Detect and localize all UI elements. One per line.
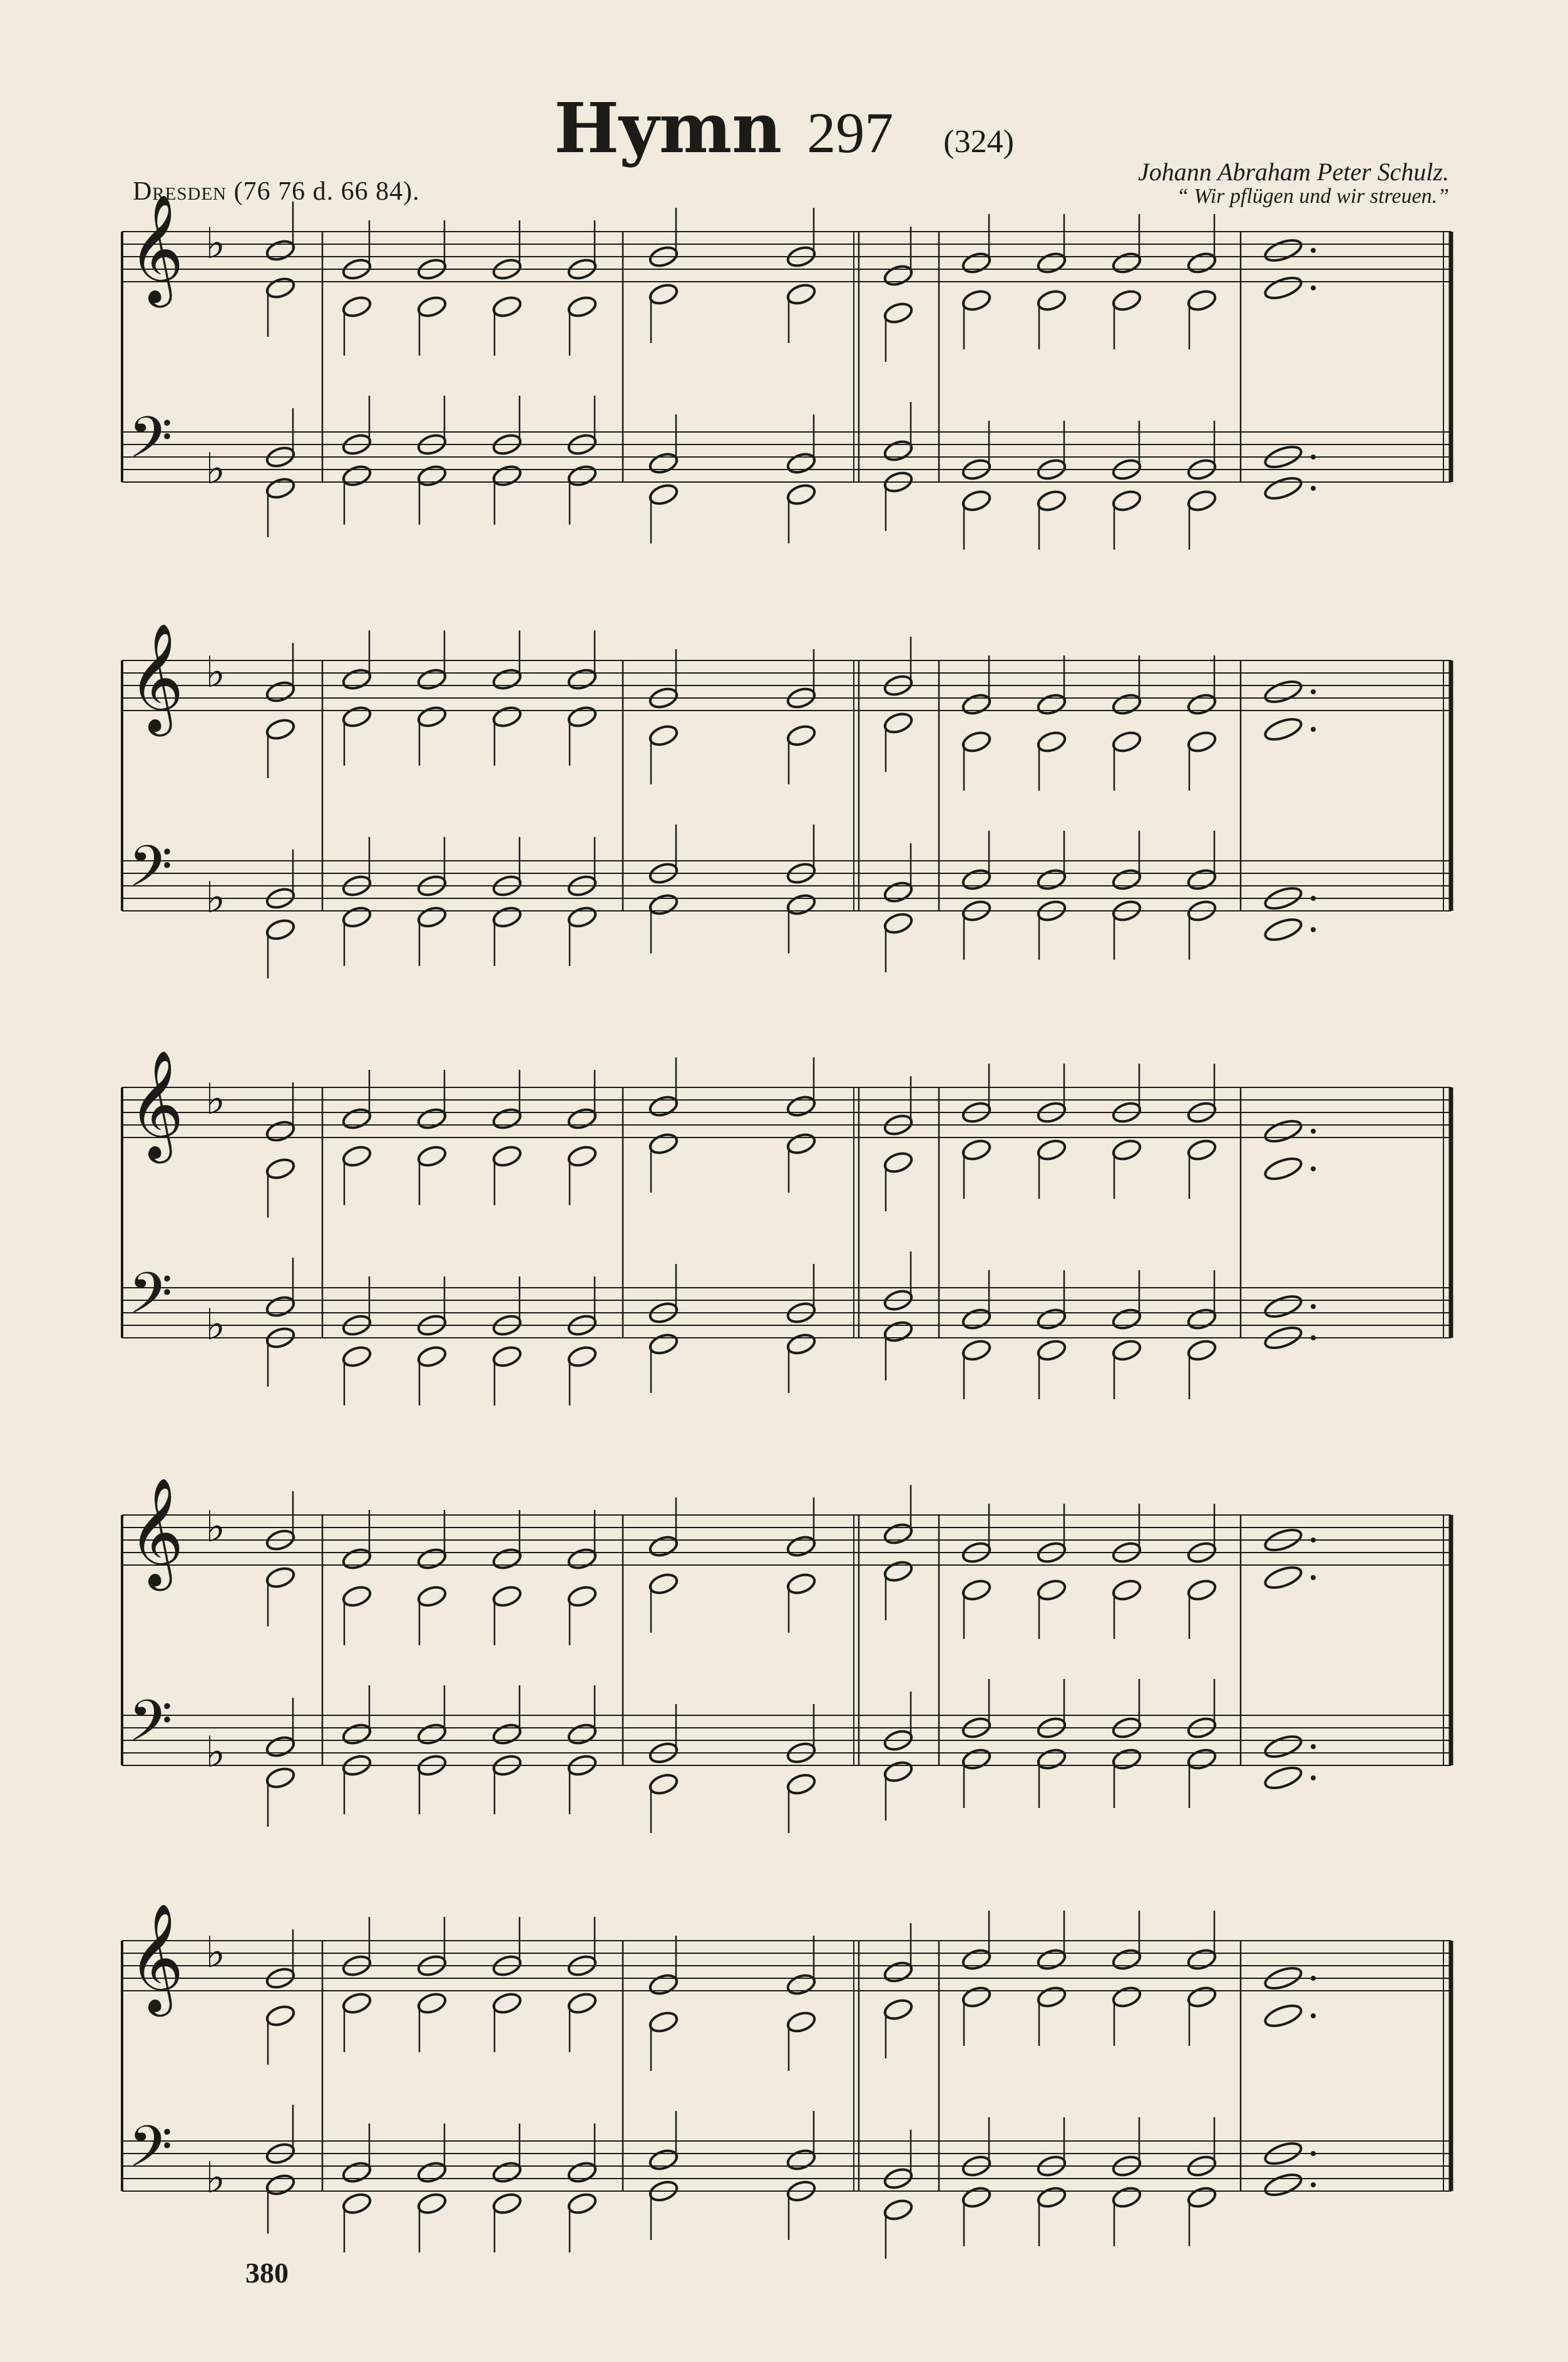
note-head <box>1036 250 1067 275</box>
note-head <box>341 1106 372 1131</box>
treble-clef-icon: 𝄞 <box>128 1050 184 1159</box>
note-head <box>1186 1985 1217 2009</box>
note-head <box>416 905 448 929</box>
note-head <box>1263 1764 1303 1792</box>
note-head <box>1186 488 1217 513</box>
augmentation-dot <box>1311 285 1316 290</box>
note-head <box>416 1546 448 1571</box>
note-head <box>961 867 992 891</box>
note-head <box>883 1150 914 1174</box>
note-head <box>648 1332 679 1356</box>
note-head <box>1036 288 1067 312</box>
note-head <box>648 1772 679 1796</box>
note-head <box>961 1947 992 1971</box>
note-head <box>786 1332 817 1356</box>
note-head <box>883 1319 914 1343</box>
note-head <box>491 1991 523 2015</box>
augmentation-dot <box>1311 1538 1316 1543</box>
note-head <box>648 1131 679 1156</box>
note-head <box>1036 488 1067 513</box>
note-head <box>883 263 914 287</box>
note-head <box>1186 1307 1217 1331</box>
note-head <box>648 1571 679 1596</box>
augmentation-dot <box>1311 1976 1316 1981</box>
augmentation-dot <box>1311 2182 1316 2187</box>
bass-clef-icon: 𝄢 <box>128 833 173 913</box>
note-head <box>1186 867 1217 891</box>
note-head <box>566 1546 598 1571</box>
hymn-title-word: Hymn <box>554 88 782 168</box>
note-head <box>566 463 598 488</box>
note-head <box>1111 1578 1142 1602</box>
flat-icon: ♭ <box>205 1728 226 1777</box>
note-head <box>491 905 523 929</box>
note-head <box>566 2191 598 2216</box>
note-head <box>341 463 372 488</box>
flat-icon: ♭ <box>205 444 226 494</box>
note-head <box>1111 488 1142 513</box>
note-head <box>416 704 448 729</box>
augmentation-dot <box>1311 486 1316 491</box>
note-head <box>1186 1947 1217 1971</box>
note-head <box>416 294 448 319</box>
note-head <box>416 1344 448 1368</box>
note-head <box>566 1991 598 2015</box>
bass-clef-icon: 𝄢 <box>128 1260 173 1340</box>
note-head <box>566 1584 598 1608</box>
note-head <box>648 1094 679 1118</box>
note-head <box>961 250 992 275</box>
note-head <box>1111 1947 1142 1971</box>
note-head <box>1111 867 1142 891</box>
note-head <box>786 1094 817 1118</box>
hymn-number: 297 <box>807 101 894 165</box>
note-head <box>883 438 914 463</box>
note-head <box>786 2147 817 2172</box>
note-head <box>883 1521 914 1546</box>
note-head <box>648 1972 679 1996</box>
note-head <box>786 1131 817 1156</box>
note-head <box>341 1144 372 1168</box>
augmentation-dot <box>1311 727 1316 732</box>
note-head <box>648 2147 679 2172</box>
note-head <box>265 1765 296 1790</box>
note-head <box>1111 1307 1142 1331</box>
note-head <box>786 1534 817 1558</box>
note-head <box>1186 692 1217 716</box>
note-head <box>416 2191 448 2216</box>
note-head <box>883 1959 914 1984</box>
flat-icon: ♭ <box>205 219 226 269</box>
note-head <box>786 451 817 475</box>
note-head <box>265 1565 296 1589</box>
note-head <box>883 880 914 904</box>
augmentation-dot <box>1311 1744 1316 1749</box>
treble-clef-icon: 𝄞 <box>128 623 184 732</box>
note-head <box>1111 2185 1142 2209</box>
note-head <box>648 1534 679 1558</box>
augmentation-dot <box>1311 1775 1316 1780</box>
note-head <box>491 2191 523 2216</box>
flat-icon: ♭ <box>205 648 226 697</box>
note-head <box>1263 2002 1303 2030</box>
bass-clef-icon: 𝄢 <box>128 404 173 485</box>
flat-icon: ♭ <box>205 873 226 923</box>
note-head <box>566 1106 598 1131</box>
note-head <box>786 482 817 506</box>
augmentation-dot <box>1311 454 1316 460</box>
note-head <box>341 1722 372 1746</box>
note-head <box>1111 288 1142 312</box>
flat-icon: ♭ <box>205 1300 226 1350</box>
augmentation-dot <box>1311 689 1316 694</box>
note-head <box>648 892 679 917</box>
note-head <box>1263 716 1303 744</box>
augmentation-dot <box>1311 1335 1316 1340</box>
note-head <box>341 1344 372 1368</box>
composer-name: Johann Abraham Peter Schulz. <box>1138 158 1449 186</box>
note-head <box>1036 867 1067 891</box>
note-head <box>648 723 679 747</box>
note-head <box>1263 1733 1303 1761</box>
note-head <box>341 1584 372 1608</box>
treble-clef-icon: 𝄞 <box>128 1903 184 2012</box>
note-head <box>1036 729 1067 754</box>
flat-icon: ♭ <box>205 1075 226 1124</box>
note-head <box>1111 1747 1142 1771</box>
note-head <box>566 905 598 929</box>
note-head <box>416 1991 448 2015</box>
note-head <box>1263 2171 1303 2199</box>
note-head <box>265 717 296 741</box>
note-head <box>961 1307 992 1331</box>
note-head <box>1111 1137 1142 1162</box>
note-head <box>786 282 817 306</box>
note-head <box>1263 475 1303 503</box>
augmentation-dot <box>1311 248 1316 253</box>
page-number: 380 <box>245 2257 289 2289</box>
augmentation-dot <box>1311 2013 1316 2018</box>
note-head <box>961 729 992 754</box>
composer-source: “ Wir pflügen und wir streuen.” <box>1176 185 1449 208</box>
note-head <box>883 911 914 935</box>
augmentation-dot <box>1311 1166 1316 1171</box>
treble-clef-icon: 𝄞 <box>128 194 184 303</box>
note-head <box>1263 678 1303 706</box>
note-head <box>265 476 296 500</box>
flat-icon: ♭ <box>205 2154 226 2203</box>
note-head <box>265 2003 296 2028</box>
note-head <box>566 704 598 729</box>
note-head <box>491 1584 523 1608</box>
note-head <box>1036 1947 1067 1971</box>
flat-icon: ♭ <box>205 1928 226 1978</box>
note-head <box>786 1571 817 1596</box>
note-head <box>566 1344 598 1368</box>
note-head <box>491 2160 523 2184</box>
note-head <box>265 1156 296 1181</box>
note-head <box>265 917 296 942</box>
note-head <box>648 2010 679 2034</box>
note-head <box>1186 729 1217 754</box>
note-head <box>1263 237 1303 265</box>
note-head <box>1186 1338 1217 1362</box>
note-head <box>265 1294 296 1318</box>
note-head <box>961 1137 992 1162</box>
note-head <box>491 1546 523 1571</box>
note-head <box>491 294 523 319</box>
note-head <box>416 1144 448 1168</box>
note-head <box>416 1106 448 1131</box>
note-head <box>341 2191 372 2216</box>
note-head <box>491 667 523 691</box>
note-head <box>566 294 598 319</box>
note-head <box>648 282 679 306</box>
note-head <box>1036 1307 1067 1331</box>
flat-icon: ♭ <box>205 1502 226 1552</box>
note-head <box>491 704 523 729</box>
note-head <box>491 463 523 488</box>
note-head <box>265 1734 296 1759</box>
tune-meter: (76 76 d. 66 84). <box>233 177 420 206</box>
note-head <box>1111 1338 1142 1362</box>
note-head <box>1186 1578 1217 1602</box>
note-head <box>341 294 372 319</box>
note-head <box>961 288 992 312</box>
bass-clef-icon: 𝄢 <box>128 1688 173 1768</box>
note-head <box>648 482 679 506</box>
note-head <box>566 2160 598 2184</box>
bass-clef-icon: 𝄢 <box>128 2113 173 2194</box>
note-head <box>961 1338 992 1362</box>
note-head <box>1111 692 1142 716</box>
note-head <box>961 692 992 716</box>
note-head <box>1263 1293 1303 1321</box>
note-head <box>1263 274 1303 302</box>
augmentation-dot <box>1311 927 1316 932</box>
note-head <box>786 1772 817 1796</box>
note-head <box>961 488 992 513</box>
note-head <box>1111 250 1142 275</box>
hymn-alt-number: (324) <box>943 124 1014 160</box>
note-head <box>1263 916 1303 944</box>
augmentation-dot <box>1311 1304 1316 1309</box>
note-head <box>416 463 448 488</box>
note-head <box>786 723 817 747</box>
note-head <box>1036 1338 1067 1362</box>
note-head <box>1036 692 1067 716</box>
note-head <box>566 1144 598 1168</box>
note-head <box>491 1344 523 1368</box>
note-head <box>883 1997 914 2021</box>
note-head <box>1186 250 1217 275</box>
note-head <box>1186 2185 1217 2209</box>
note-head <box>1111 1985 1142 2009</box>
note-head <box>265 679 296 704</box>
note-head <box>341 704 372 729</box>
note-head <box>883 1559 914 1583</box>
note-head <box>491 1722 523 1746</box>
note-head <box>1036 2185 1067 2209</box>
note-head <box>491 1144 523 1168</box>
note-head <box>961 1985 992 2009</box>
note-head <box>341 1546 372 1571</box>
note-head <box>1111 729 1142 754</box>
note-head <box>566 667 598 691</box>
note-head <box>883 2197 914 2222</box>
note-head <box>341 905 372 929</box>
note-head <box>265 2172 296 2197</box>
note-head <box>1263 1155 1303 1183</box>
note-head <box>1186 1137 1217 1162</box>
note-head <box>341 1991 372 2015</box>
augmentation-dot <box>1311 2151 1316 2156</box>
note-head <box>1186 1747 1217 1771</box>
note-head <box>341 667 372 691</box>
note-head <box>1263 1564 1303 1592</box>
note-head <box>265 275 296 300</box>
augmentation-dot <box>1311 1129 1316 1134</box>
note-head <box>416 1584 448 1608</box>
note-head <box>786 1972 817 1996</box>
note-head <box>265 238 296 262</box>
note-head <box>1263 1117 1303 1146</box>
note-head <box>416 1722 448 1746</box>
note-head <box>265 1119 296 1143</box>
note-head <box>416 667 448 691</box>
note-head <box>961 1747 992 1771</box>
note-head <box>961 2185 992 2209</box>
note-head <box>1036 1747 1067 1771</box>
note-head <box>341 2160 372 2184</box>
note-head <box>961 1578 992 1602</box>
note-head <box>1036 1578 1067 1602</box>
tune-name: Dresden <box>133 177 227 206</box>
note-head <box>491 1106 523 1131</box>
augmentation-dot <box>1311 1575 1316 1580</box>
note-head <box>786 2010 817 2034</box>
augmentation-dot <box>1311 896 1316 901</box>
note-head <box>1186 288 1217 312</box>
note-head <box>883 300 914 325</box>
note-head <box>1036 1137 1067 1162</box>
note-head <box>883 1759 914 1784</box>
note-head <box>648 451 679 475</box>
treble-clef-icon: 𝄞 <box>128 1477 184 1586</box>
note-head <box>416 2160 448 2184</box>
note-head <box>786 892 817 917</box>
note-head <box>1036 1985 1067 2009</box>
note-head <box>883 711 914 735</box>
note-head <box>566 1722 598 1746</box>
